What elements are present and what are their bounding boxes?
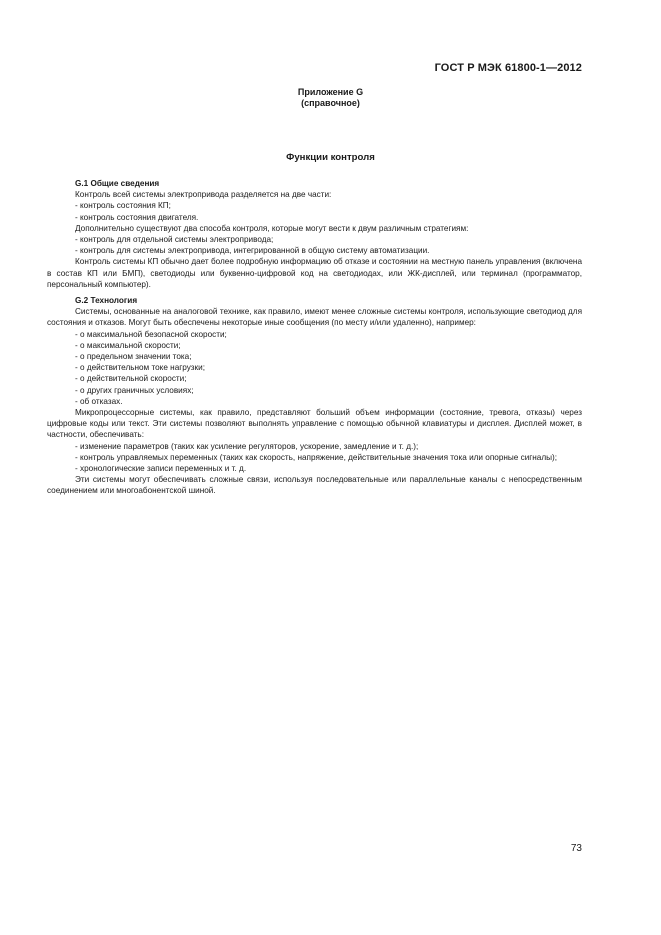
appendix-heading — [0, 87, 661, 109]
appendix-title: Приложение G — [297, 87, 364, 97]
appendix-subtitle: (справочное) — [301, 98, 360, 108]
list-item: - контроль для отдельной системы электропривода; — [75, 235, 274, 245]
page-number: 73 — [570, 843, 582, 854]
paragraph: Микропроцессорные системы, как правило, представляют больший объем информации (состояние, тревога, отказы) через цифровые коды или текст. Эти системы позволяют выполнять управление с помощью обычной клавиатуры и дисплея. Дисплей может, в частности, обеспечивать: — [47, 408, 582, 440]
section-heading-g2: G.2 Технология — [75, 296, 138, 306]
list-item: - о действительном токе нагрузки; — [75, 363, 205, 373]
paragraph: Контроль системы КП обычно дает более подробную информацию об отказе и состоянии на местную панель управления (включена в состав КП или БМП), светодиоды или буквенно-цифровой код на светодиодах, или ЖК-дисплей, или терминал (программатор, персональный компьютер). — [47, 257, 582, 289]
list-item: - контроль состояния КП; — [75, 201, 171, 211]
section-heading-g1: G.1 Общие сведения — [75, 179, 160, 188]
list-item: - контроль состояния двигателя. — [75, 212, 199, 222]
list-item: - о предельном значении тока; — [75, 352, 192, 362]
document-title: Функции контроля — [286, 152, 375, 163]
list-item: - изменение параметров (таких как усиление регуляторов, ускорение, замедление и т. д.); — [75, 441, 419, 451]
list-item: - о максимальной скорости; — [75, 340, 181, 350]
list-item: - о максимальной безопасной скорости; — [75, 329, 227, 339]
document-body — [47, 178, 582, 497]
list-item: - о других граничных условиях; — [75, 385, 194, 395]
paragraph: Эти системы могут обеспечивать сложные связи, используя последовательные или параллельные каналы с непосредственным соединением или многоабонентской шиной. — [47, 475, 582, 496]
list-item: - о действительной скорости; — [75, 374, 187, 384]
list-item: - контроль для системы электропривода, интегрированной в общую систему автоматизации. — [75, 246, 430, 256]
text-line: Дополнительно существуют два способа контроля, которые могут вести к двум различным стратегиям: — [75, 223, 469, 233]
list-item: - об отказах. — [75, 396, 123, 406]
paragraph: Системы, основанные на аналоговой технике, как правило, имеют менее сложные системы контроля, использующие светодиод для состояния и отказов. Могут быть обеспечены некоторые иные сообщения (по месту и/или удаленно), например: — [47, 307, 582, 328]
text-line: Контроль всей системы электропривода разделяется на две части: — [75, 190, 332, 200]
list-item: - контроль управляемых переменных (таких как скорость, напряжение, действительные значения тока или опорные сигналы); — [75, 452, 557, 462]
list-item: - хронологические записи переменных и т. д. — [75, 464, 247, 474]
standard-code: ГОСТ Р МЭК 61800-1—2012 — [434, 62, 582, 74]
